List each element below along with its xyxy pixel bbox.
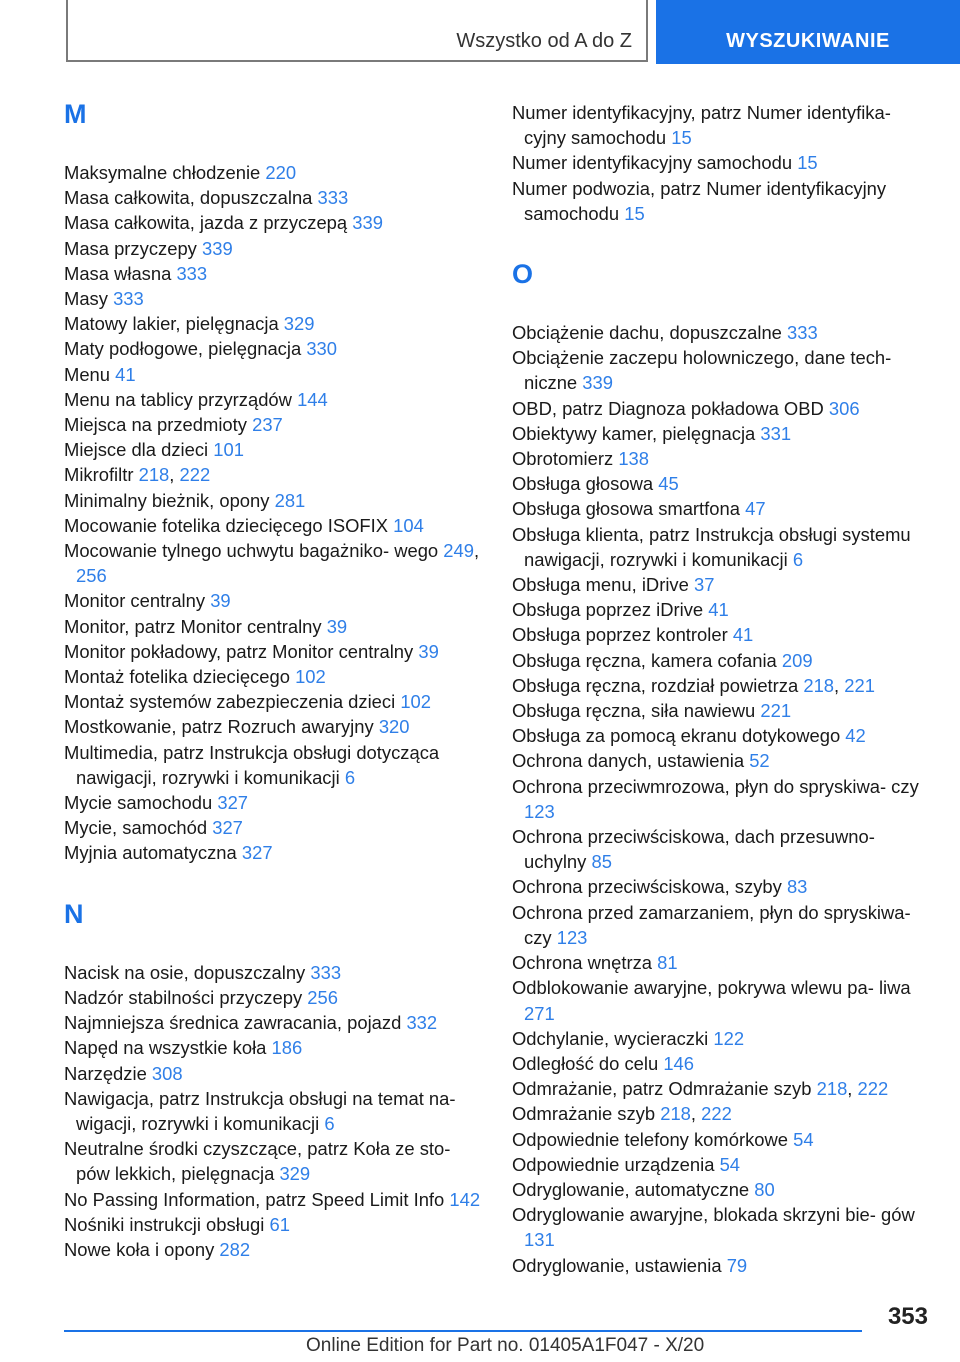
index-entry: [512, 421, 927, 446]
page-ref-link[interactable]: 104: [393, 514, 424, 536]
page-ref-link[interactable]: 218: [816, 1078, 848, 1100]
page-ref-link[interactable]: 146: [663, 1052, 695, 1074]
index-letter-heading: O: [512, 259, 534, 290]
index-entry-text: Masa całkowita, jazda z przyczepą: [64, 212, 348, 234]
page-ref-link[interactable]: 85: [591, 851, 612, 873]
index-entry-text: Odblokowanie awaryjne, pokrywa wlewu pa- liwa: [512, 977, 911, 999]
page-ref-link[interactable]: 47: [745, 498, 766, 520]
page-ref-link[interactable]: 138: [618, 448, 649, 470]
page-ref-link[interactable]: 256: [76, 565, 107, 587]
index-entry: [64, 639, 484, 664]
page-ref-link[interactable]: 102: [400, 691, 431, 713]
index-entry: [512, 150, 927, 175]
index-entry-text: Nacisk na osie, dopuszczalny: [64, 961, 306, 983]
page-ref-link[interactable]: 81: [657, 952, 678, 974]
page-ref-link[interactable]: 333: [176, 262, 208, 284]
page-ref-link[interactable]: 101: [213, 439, 244, 461]
page-ref-separator: ,: [834, 674, 840, 696]
page-ref-link[interactable]: 282: [219, 1238, 251, 1260]
index-entry: [512, 900, 927, 950]
page-ref-link[interactable]: 45: [658, 473, 679, 495]
page-ref-link[interactable]: 15: [671, 127, 692, 149]
page-ref-link[interactable]: 52: [749, 750, 770, 772]
page-ref-link[interactable]: 42: [845, 725, 866, 747]
index-entry: [512, 774, 927, 824]
page-ref-link[interactable]: 15: [797, 152, 818, 174]
index-entry: [512, 446, 927, 471]
index-entry: [64, 815, 484, 840]
index-entry: [512, 496, 927, 521]
page-ref-link[interactable]: 222: [179, 464, 211, 486]
index-entry: [64, 790, 484, 815]
index-entry-text: Mocowanie fotelika dziecięcego ISOFIX: [64, 514, 389, 536]
index-entry-text: Nowe koła i opony: [64, 1238, 215, 1260]
index-letter-heading: N: [64, 898, 84, 929]
index-entry-text: Ochrona wnętrza: [512, 952, 653, 974]
index-entry-text: Obsługa głosowa: [512, 473, 654, 495]
page-ref-link[interactable]: 281: [274, 489, 306, 511]
index-entry: [64, 513, 484, 538]
page-ref-link[interactable]: 333: [317, 187, 349, 209]
index-entry: [512, 975, 927, 1025]
page-ref-link[interactable]: 39: [210, 590, 231, 612]
index-entry-text: Multimedia, patrz Instrukcja obsługi dotycząca nawigacji, rozrywki i komunikacji: [64, 741, 440, 788]
page-ref-link[interactable]: 329: [283, 313, 315, 335]
index-entry-text: Narzędzie: [64, 1062, 147, 1084]
page-ref-link[interactable]: 6: [792, 548, 804, 570]
index-entry-text: Odchylanie, wycieraczki: [512, 1027, 709, 1049]
page-ref-link[interactable]: 142: [449, 1188, 481, 1210]
index-entry: [512, 1202, 927, 1252]
index-entry-text: Mycie, samochód: [64, 817, 208, 839]
index-entry: [512, 648, 927, 673]
page-ref-link[interactable]: 339: [352, 212, 383, 234]
page-ref-link[interactable]: 54: [793, 1128, 814, 1150]
index-entry: [512, 622, 927, 647]
index-entry-text: Odryglowanie, ustawienia: [512, 1254, 722, 1276]
index-entry-text: Montaż systemów zabezpieczenia dzieci: [64, 691, 396, 713]
section-gap: [512, 226, 927, 260]
index-entry: [64, 689, 484, 714]
page-ref-link[interactable]: 333: [787, 322, 818, 344]
index-entry-text: Odpowiednie urządzenia: [512, 1153, 715, 1175]
index-entry-text: Odmrażanie, patrz Odmrażanie szyb: [512, 1078, 812, 1100]
index-entry-text: Minimalny bieżnik, opony: [64, 489, 270, 511]
index-entry-text: Ochrona przeciwściskowa, dach przesuwno- uchylny: [512, 826, 875, 873]
page-ref-separator: ,: [169, 464, 175, 486]
index-entry: [512, 597, 927, 622]
index-entry: [64, 437, 484, 462]
index-entry: [64, 960, 484, 985]
index-entry-text: Obsługa ręczna, siła nawiewu: [512, 700, 756, 722]
index-entry-text: Monitor pokładowy, patrz Monitor centralny: [64, 640, 414, 662]
index-entry: [512, 950, 927, 975]
index-column-left: [64, 100, 484, 1262]
index-entry-text: Obiektywy kamer, pielęgnacja: [512, 422, 756, 444]
index-entry-text: Monitor, patrz Monitor centralny: [64, 615, 322, 637]
index-entry-text: Obsługa klienta, patrz Instrukcja obsługi systemu nawigacji, rozrywki i komunikacji: [512, 523, 911, 570]
index-entry: [64, 286, 484, 311]
index-entry: [64, 1061, 484, 1086]
index-entry-text: Napęd na wszystkie koła: [64, 1037, 267, 1059]
index-entry: [512, 874, 927, 899]
page-ref-link[interactable]: 327: [212, 817, 243, 839]
index-entry: [512, 522, 927, 572]
page-ref-link[interactable]: 308: [151, 1062, 183, 1084]
page-ref-link[interactable]: 80: [754, 1178, 775, 1200]
index-entry: [64, 985, 484, 1010]
page-ref-link[interactable]: 186: [271, 1037, 303, 1059]
section-title-box: [66, 0, 648, 62]
page-ref-link[interactable]: 41: [115, 363, 136, 385]
index-entry-text: Obciążenie zaczepu holowniczego, dane tech- niczne: [512, 347, 892, 394]
index-entry-text: Numer identyfikacyjny, patrz Numer identyfika- cyjny samochodu: [512, 102, 891, 149]
index-entry-text: Nośniki instrukcji obsługi: [64, 1213, 265, 1235]
index-entry-text: Odryglowanie awaryjne, blokada skrzyni bie- gów: [512, 1204, 915, 1226]
index-entry-text: OBD, patrz Diagnoza pokładowa OBD: [512, 397, 824, 419]
section-gap: [64, 866, 484, 900]
index-entry: [64, 185, 484, 210]
index-entry-text: Obsługa poprzez iDrive: [512, 599, 704, 621]
page-ref-link[interactable]: 222: [857, 1078, 889, 1100]
index-entry-text: Numer identyfikacyjny samochodu: [512, 152, 793, 174]
search-tab-label: WYSZUKIWANIE: [726, 30, 890, 52]
index-entry-text: Obsługa ręczna, kamera cofania: [512, 649, 777, 671]
index-entry: [64, 261, 484, 286]
page-ref-link[interactable]: 339: [202, 237, 233, 259]
index-entry-text: Monitor centralny: [64, 590, 206, 612]
index-entry-text: Montaż fotelika dziecięcego: [64, 666, 290, 688]
index-entry-text: Ochrona przeciwściskowa, szyby: [512, 876, 782, 898]
index-entry-text: Odmrażanie szyb: [512, 1103, 656, 1125]
index-entry: [64, 1187, 484, 1212]
index-entry: [64, 740, 484, 790]
index-entry-text: Odległość do celu: [512, 1052, 659, 1074]
index-entry: [64, 1212, 484, 1237]
page-ref-link[interactable]: 339: [582, 372, 613, 394]
page-ref-link[interactable]: 79: [726, 1254, 748, 1276]
index-entry-text: Ochrona danych, ustawienia: [512, 750, 745, 772]
page-number: 353: [887, 1303, 928, 1330]
page-ref-link[interactable]: 41: [732, 624, 754, 646]
page-ref-link[interactable]: 320: [378, 716, 410, 738]
index-entry: [512, 698, 927, 723]
index-entry-text: Odpowiednie telefony komórkowe: [512, 1128, 789, 1150]
index-entry: [512, 396, 927, 421]
page-ref-link[interactable]: 123: [556, 926, 588, 948]
index-entry: [512, 1127, 927, 1152]
page-ref-link[interactable]: 221: [760, 700, 792, 722]
index-entry: [512, 1253, 927, 1278]
section-title: Wszystko od A do Z: [456, 30, 632, 52]
index-entry-text: Obsługa głosowa smartfona: [512, 498, 740, 520]
index-entry: [64, 588, 484, 613]
index-entry-text: Ochrona przed zamarzaniem, płyn do spryskiwa- czy: [512, 901, 911, 948]
index-entry: [64, 1010, 484, 1035]
page-ref-link[interactable]: 306: [828, 397, 860, 419]
index-entry-text: Obrotomierz: [512, 448, 614, 470]
index-entry: [64, 1237, 484, 1262]
index-entry-text: Masy: [64, 288, 108, 310]
index-entry-text: Maksymalne chłodzenie: [64, 162, 261, 183]
index-entry-text: Najmniejsza średnica zawracania, pojazd: [64, 1012, 402, 1034]
page-ref-link[interactable]: 6: [344, 766, 356, 788]
page-ref-link[interactable]: 83: [786, 876, 808, 898]
index-entry-text: Mycie samochodu: [64, 792, 213, 814]
page-ref-link[interactable]: 329: [279, 1163, 311, 1185]
index-entry: [64, 538, 484, 588]
page-ref-link[interactable]: 54: [719, 1153, 741, 1175]
page-ref-link[interactable]: 237: [252, 414, 283, 436]
index-entry: [512, 1076, 927, 1101]
page-ref-separator: ,: [847, 1078, 853, 1100]
index-entry: [64, 160, 484, 185]
index-entry: [512, 176, 927, 226]
index-entry: [64, 1086, 484, 1136]
index-entry: [64, 488, 484, 513]
page-ref-link[interactable]: 220: [265, 162, 297, 183]
index-entry: [64, 311, 484, 336]
index-entry: [512, 673, 927, 698]
page-header: [66, 0, 960, 64]
index-entry-text: Odryglowanie, automatyczne: [512, 1178, 750, 1200]
page-ref-link[interactable]: 218: [138, 464, 170, 486]
index-entry: [512, 1051, 927, 1076]
page-ref-link[interactable]: 15: [624, 202, 645, 224]
page-ref-separator: ,: [690, 1103, 697, 1125]
search-tab[interactable]: [656, 0, 960, 64]
page-ref-link[interactable]: 61: [269, 1213, 290, 1235]
page-ref-link[interactable]: 6: [324, 1112, 335, 1134]
index-entry: [64, 336, 484, 361]
index-entry-text: Ochrona przeciwmrozowa, płyn do spryskiwa- czy: [512, 775, 919, 797]
index-entry-text: Nadzór stabilności przyczepy: [64, 986, 303, 1008]
index-entry: [512, 100, 927, 150]
index-entry: [64, 362, 484, 387]
index-entry: [512, 572, 927, 597]
index-entry-text: Obsługa poprzez kontroler: [512, 624, 728, 646]
page-ref-link[interactable]: 327: [241, 842, 273, 864]
page-ref-link[interactable]: 271: [524, 1002, 555, 1024]
page-ref-link[interactable]: 39: [326, 615, 348, 637]
page-ref-link[interactable]: 37: [693, 574, 715, 596]
index-entry: [512, 1152, 927, 1177]
footer-divider: [64, 1330, 862, 1332]
page-ref-link[interactable]: 330: [306, 338, 338, 360]
index-entry-text: Miejsce dla dzieci: [64, 439, 209, 461]
page-ref-link[interactable]: 144: [297, 388, 328, 410]
index-entry: [512, 320, 927, 345]
page-ref-separator: ,: [473, 540, 480, 562]
index-entry-text: Maty podłogowe, pielęgnacja: [64, 338, 302, 360]
page-ref-link[interactable]: 209: [781, 649, 813, 671]
index-entry: [64, 664, 484, 689]
index-entry: [512, 723, 927, 748]
index-entry: [512, 345, 927, 395]
index-entry-text: Masa własna: [64, 262, 172, 284]
index-entry-text: Obsługa ręczna, rozdział powietrza: [512, 674, 799, 696]
page-ref-link[interactable]: 218: [803, 674, 835, 696]
index-entry: [512, 471, 927, 496]
index-entry: [64, 1136, 484, 1186]
page-ref-link[interactable]: 256: [307, 986, 338, 1008]
index-entry: [64, 210, 484, 235]
index-entry-text: Obciążenie dachu, dopuszczalne: [512, 322, 782, 344]
index-entry-text: Numer podwozia, patrz Numer identyfikacyjny samochodu: [512, 177, 887, 224]
index-entry-text: Miejsca na przedmioty: [64, 414, 247, 436]
page-ref-link[interactable]: 327: [217, 792, 249, 814]
page-ref-link[interactable]: 222: [701, 1103, 732, 1125]
index-entry-text: Obsługa za pomocą ekranu dotykowego: [512, 725, 841, 747]
index-letter-heading: M: [64, 99, 87, 129]
page-ref-link[interactable]: 333: [113, 288, 144, 310]
page-ref-link[interactable]: 122: [713, 1027, 745, 1049]
index-entry: [512, 748, 927, 773]
page-ref-link[interactable]: 331: [760, 422, 792, 444]
index-entry: [512, 824, 927, 874]
page-ref-link[interactable]: 41: [708, 599, 729, 621]
page-ref-link[interactable]: 39: [418, 640, 439, 662]
index-entry-text: Nawigacja, patrz Instrukcja obsługi na temat na- wigacji, rozrywki i komunikacji: [64, 1087, 456, 1134]
index-entry: [64, 614, 484, 639]
index-entry-text: Mocowanie tylnego uchwytu bagażniko- wego: [64, 540, 439, 562]
page-ref-link[interactable]: 123: [524, 800, 555, 822]
index-entry: [64, 462, 484, 487]
index-entry-text: Menu: [64, 363, 111, 385]
footer-edition-text: Online Edition for Part no. 01405A1F047 - X/20: [306, 1335, 705, 1356]
index-entry: [512, 1101, 927, 1126]
index-entry-text: Menu na tablicy przyrządów: [64, 388, 292, 410]
page-ref-link[interactable]: 131: [524, 1229, 555, 1251]
index-entry: [64, 840, 484, 865]
page-ref-link[interactable]: 221: [844, 674, 875, 696]
page-ref-link[interactable]: 332: [406, 1012, 438, 1034]
index-entry-text: Mikrofiltr: [64, 464, 134, 486]
page-ref-link[interactable]: 333: [310, 961, 342, 983]
index-entry: [64, 236, 484, 261]
index-entry: [64, 1035, 484, 1060]
index-entry-text: Masa całkowita, dopuszczalna: [64, 187, 313, 209]
index-entry-text: Mostkowanie, patrz Rozruch awaryjny: [64, 716, 374, 738]
index-entry-text: Myjnia automatyczna: [64, 842, 237, 864]
page-ref-link[interactable]: 218: [660, 1103, 691, 1125]
index-entry-text: Masa przyczepy: [64, 237, 197, 259]
index-entry-text: Obsługa menu, iDrive: [512, 574, 689, 596]
index-column-right: [512, 100, 927, 1278]
index-entry: [512, 1026, 927, 1051]
index-entry: [64, 412, 484, 437]
index-entry-text: Neutralne środki czyszczące, patrz Koła ze sto- pów lekkich, pielęgnacja: [64, 1138, 451, 1185]
index-entry-text: No Passing Information, patrz Speed Limit Info: [64, 1188, 445, 1210]
index-entry: [64, 714, 484, 739]
index-entry-text: Matowy lakier, pielęgnacja: [64, 313, 279, 335]
index-entry: [64, 387, 484, 412]
page-ref-link[interactable]: 102: [295, 666, 326, 688]
page-ref-link[interactable]: 249: [443, 540, 474, 562]
index-entry: [512, 1177, 927, 1202]
